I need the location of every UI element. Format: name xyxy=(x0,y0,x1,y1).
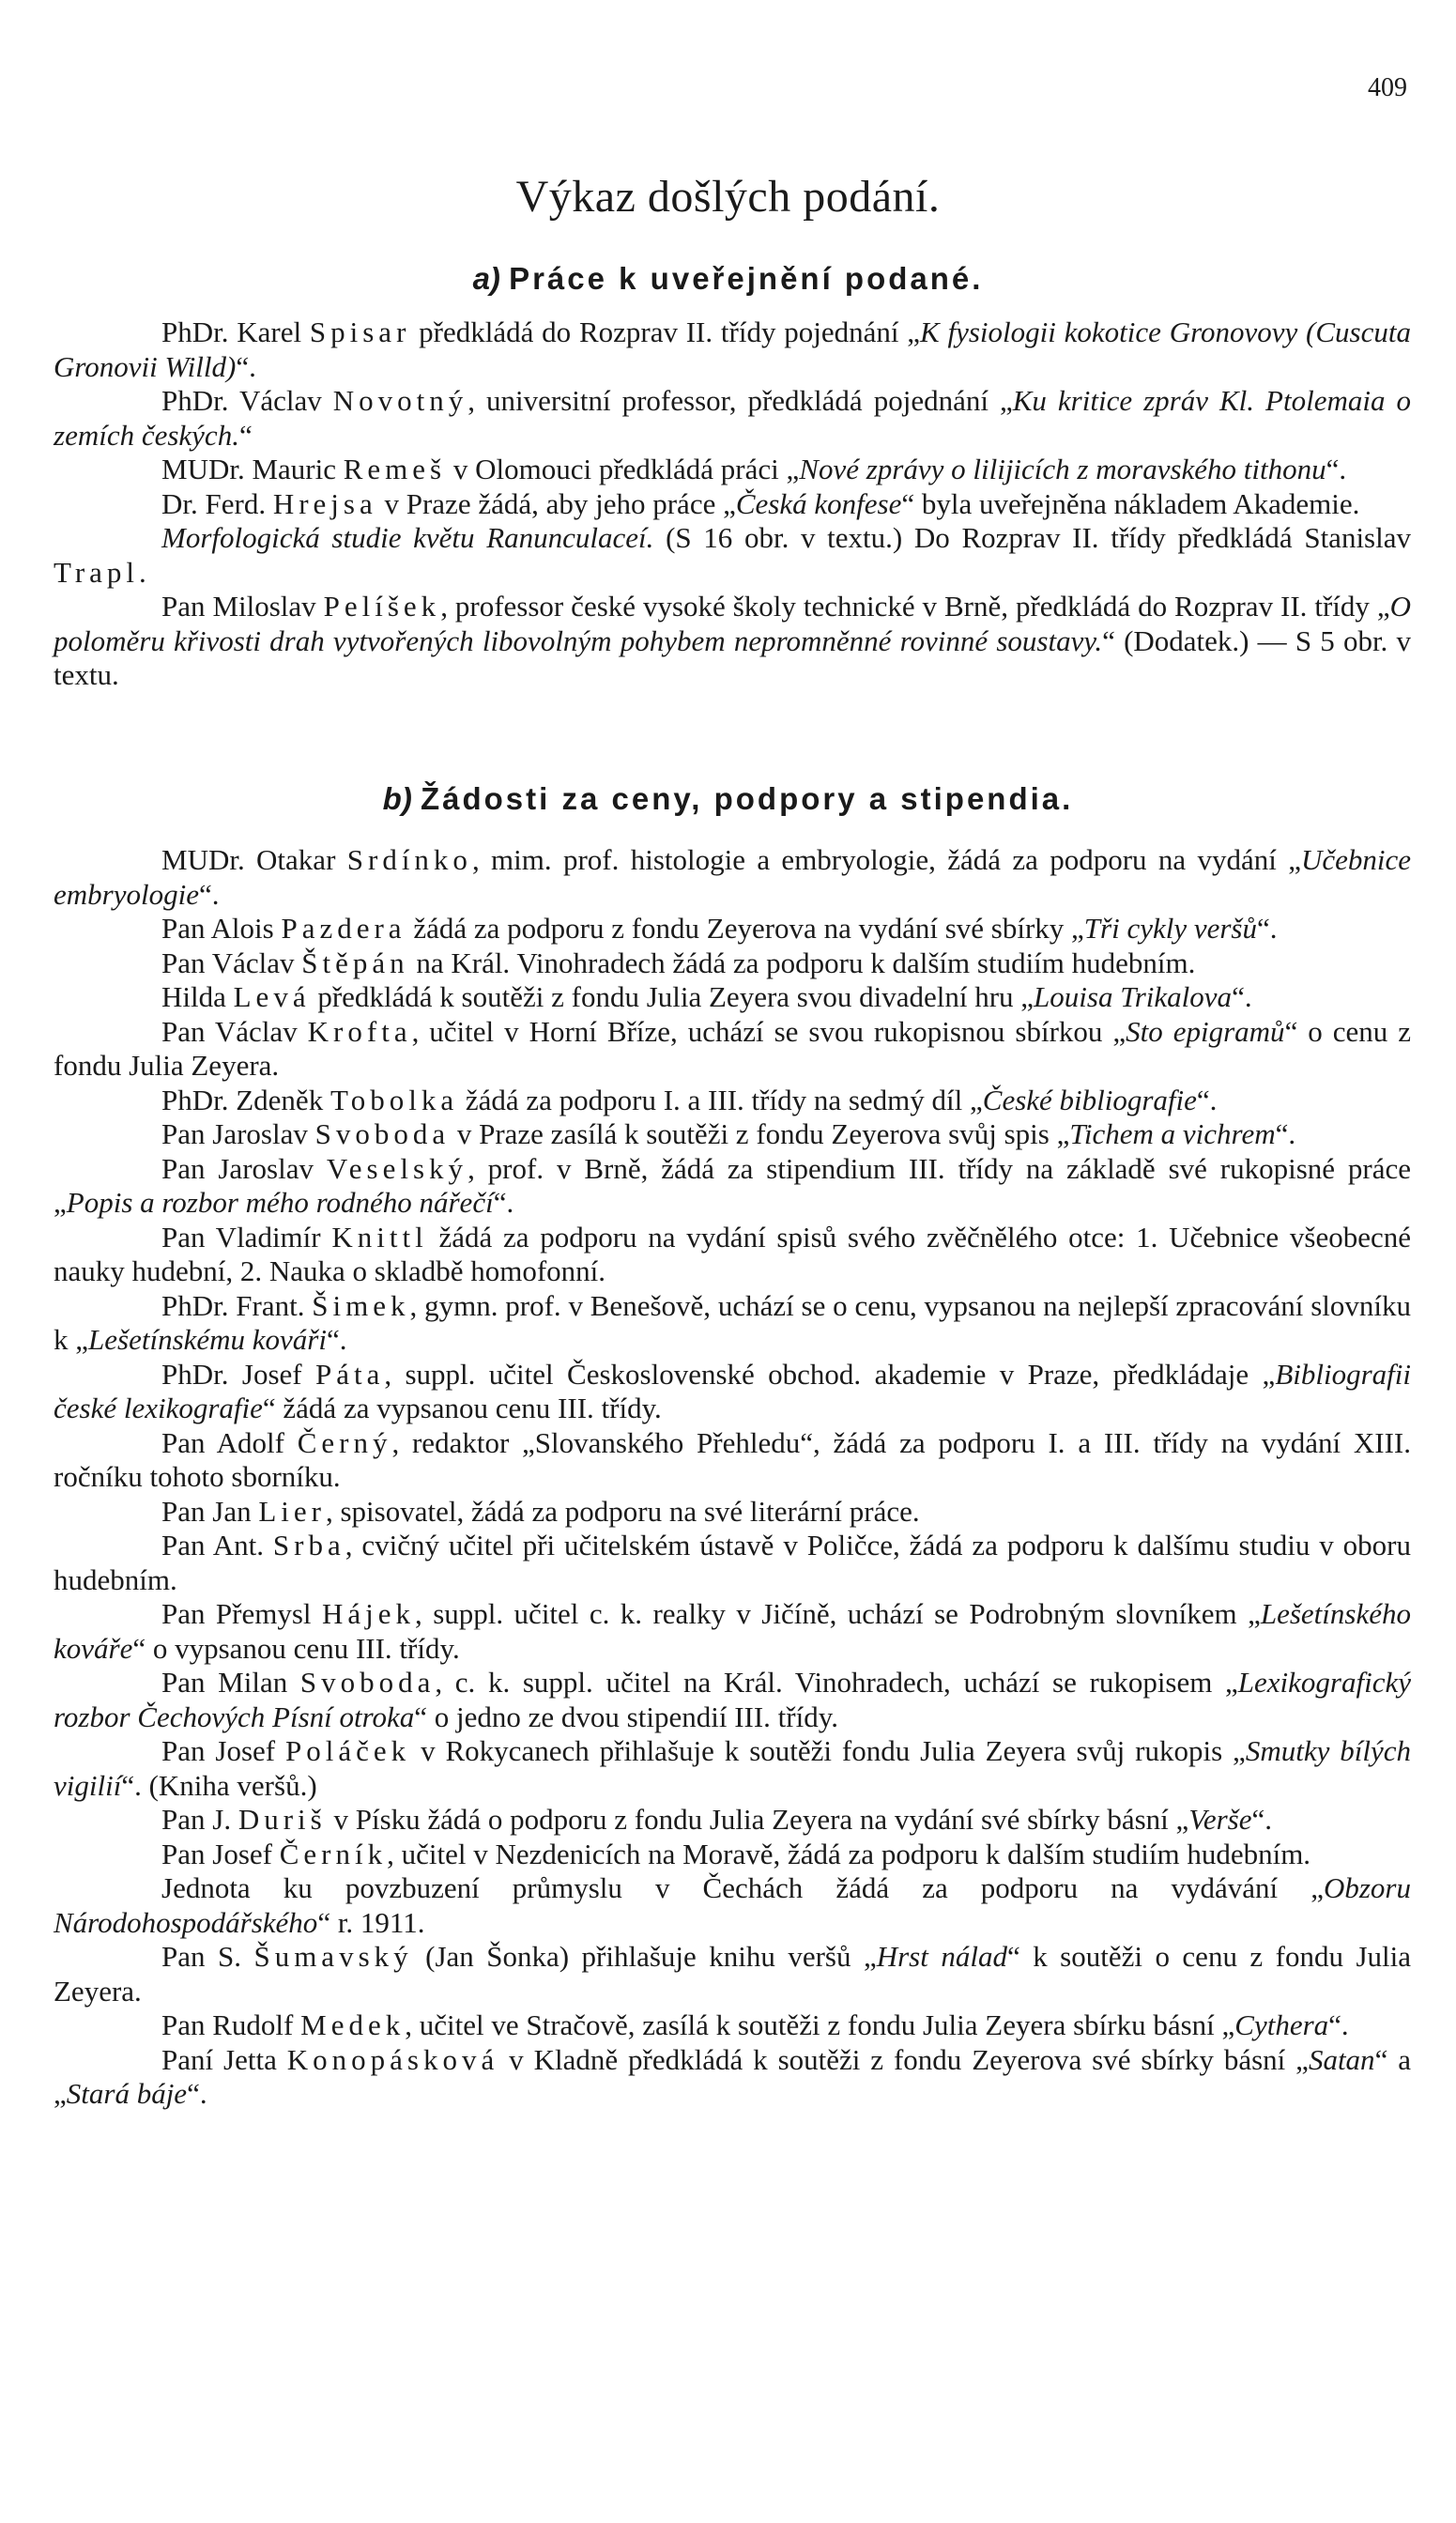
work-title: Cythera xyxy=(1234,2008,1329,2041)
entry xyxy=(54,2043,1411,2112)
person-name: Trapl xyxy=(54,555,140,589)
entry-text: Pan Josef xyxy=(161,1734,286,1767)
entry xyxy=(54,1838,1411,1872)
entry-text: , učitel v Horní Bříze, uchází se svou rukopisnou sbírkou „ xyxy=(411,1014,1126,1048)
entry-text: PhDr. Josef xyxy=(161,1357,315,1391)
person-name: Svoboda xyxy=(314,1117,451,1150)
entry-text: v Praze žádá, aby jeho práce „ xyxy=(376,486,736,520)
entry xyxy=(54,843,1411,912)
entry-text: , c. k. suppl. učitel na Král. Vinohradech, uchází se rukopisem „ xyxy=(435,1666,1238,1699)
section-a-heading xyxy=(0,261,1456,297)
work-title: Satan xyxy=(1308,2042,1375,2076)
entry-text: “ o vypsanou cenu III. třídy. xyxy=(132,1631,460,1665)
person-name: Štěpán xyxy=(301,946,409,979)
entry-text: v Olomouci předkládá práci „ xyxy=(446,453,800,485)
page-number: 409 xyxy=(1368,73,1407,102)
person-name: Krofta xyxy=(307,1014,412,1048)
entry-text: “. xyxy=(187,2077,207,2110)
entry-text: , učitel v Nezdenicích na Moravě, žádá za podporu k dalším studiím hudebním. xyxy=(387,1837,1311,1870)
entry-text: v Praze zasílá k soutěži z fondu Zeyerova svůj spis „ xyxy=(450,1117,1070,1150)
person-name: Srba xyxy=(272,1529,345,1561)
section-b-title: Žádosti za ceny, podpory a stipendia. xyxy=(420,781,1074,816)
person-name: Novotný xyxy=(332,384,468,417)
entry-text: PhDr. Karel xyxy=(161,315,310,348)
work-title: Tichem a vichrem xyxy=(1069,1117,1276,1150)
entry-text: “ k soutěži o cenu z fondu Julia Zeyera. xyxy=(54,1940,1411,2008)
work-title: Stará báje xyxy=(66,2077,188,2110)
entry-text: Pan Přemysl xyxy=(161,1597,322,1630)
entry-text: , spisovatel, žádá za podporu na své literární práce. xyxy=(325,1494,920,1528)
section-a-letter: a) xyxy=(472,261,500,296)
entry xyxy=(54,1084,1411,1118)
entry xyxy=(54,2008,1411,2043)
entry-text: . xyxy=(139,555,146,589)
entry xyxy=(54,1529,1411,1597)
entry-text: “. xyxy=(236,349,256,383)
entry-text: Pan Vladimír xyxy=(161,1220,332,1254)
person-name: Levá xyxy=(233,980,311,1013)
entry-text: PhDr. Zdeněk xyxy=(161,1083,330,1116)
entry-text: Pan Jaroslav xyxy=(161,1151,327,1185)
entry-text: “. xyxy=(1326,453,1347,485)
entry-text: “ a „ xyxy=(54,2042,1411,2110)
entry xyxy=(54,315,1411,384)
entry-text: na Král. Vinohradech žádá za podporu k dalším studiím hudebním. xyxy=(408,946,1196,979)
work-title: Louisa Trikalova xyxy=(1034,980,1233,1013)
entry xyxy=(54,980,1411,1015)
entry-text: “. xyxy=(1257,912,1278,945)
entry-text: Jednota ku povzbuzení průmyslu v Čechách žádá za podporu na vydávání „ xyxy=(161,1871,1324,1904)
entry-text: , suppl. učitel Československé obchod. akademie v Praze, předkládaje „ xyxy=(384,1357,1276,1391)
entry xyxy=(54,1734,1411,1803)
work-title: Hrst nálad xyxy=(876,1940,1007,1973)
entry-text: “ o cenu z fondu Julia Zeyera. xyxy=(54,1014,1412,1082)
entry xyxy=(54,1666,1411,1734)
person-name: Hájek xyxy=(321,1597,416,1630)
person-name: Remeš xyxy=(343,453,447,485)
entry-text: “. xyxy=(198,877,220,911)
entry-text: předkládá do Rozprav II. třídy pojednání „ xyxy=(410,315,921,348)
entry-text: “. xyxy=(326,1323,347,1356)
person-name: Pazdera xyxy=(281,912,406,945)
entry-text: , mim. prof. histologie a embryologie, žádá za podporu na vydání „ xyxy=(471,843,1301,876)
entry-text: (Jan Šonka) přihlašuje knihu veršů „ xyxy=(412,1940,877,1973)
entry-text: Pan S. xyxy=(161,1940,254,1973)
entry xyxy=(54,1289,1411,1358)
work-title: O poloměru křivosti drah vytvořených libovolným pohybem nepromněnné rovinné soustavy. xyxy=(54,590,1411,657)
work-title: Lešetínskému kováři xyxy=(88,1323,327,1356)
entry xyxy=(54,1871,1411,1940)
entry-text: PhDr. Frant. xyxy=(161,1288,313,1322)
work-title: Popis a rozbor mého rodného nářečí xyxy=(66,1186,494,1219)
person-name: Veselský xyxy=(326,1151,468,1185)
entry-text: Pan Josef xyxy=(161,1837,280,1870)
entry xyxy=(54,1803,1411,1838)
entry-text: , professor české vysoké školy technické v Brně, předkládá do Rozprav II. třídy „ xyxy=(440,590,1390,623)
work-title: Obzoru Národohospodářského xyxy=(54,1871,1411,1939)
work-title: Ku kritice zpráv Kl. Ptolemaia o zemích českých. xyxy=(54,384,1411,452)
work-title: Nové zprávy o lilijicích z moravského tithonu xyxy=(799,453,1326,485)
entry-text: “. xyxy=(1232,980,1252,1013)
entry xyxy=(54,1221,1411,1289)
person-name: Černík xyxy=(279,1837,388,1870)
entry-text: “ o jedno ze dvou stipendií III. třídy. xyxy=(414,1700,838,1733)
page-title: Výkaz došlých podání. xyxy=(515,172,941,222)
section-a-title: Práce k uveřejnění podané. xyxy=(509,261,984,296)
person-name: Duriš xyxy=(238,1803,327,1836)
entry xyxy=(54,1597,1411,1666)
entry-text: , cvičný učitel při učitelském ústavě v Poličce, žádá za podporu k dalšímu studiu v oboru hudebním. xyxy=(54,1529,1411,1596)
person-name: Srdínko xyxy=(346,843,472,876)
entry-text: , gymn. prof. v Benešově, uchází se o cenu, vypsanou na nejlepší zpracování slovníku k „ xyxy=(54,1288,1411,1356)
entry xyxy=(54,1152,1411,1221)
entry-text: Pan Ant. xyxy=(161,1529,273,1561)
entry-text: žádá za podporu I. a III. třídy na sedmý díl „ xyxy=(458,1083,983,1116)
entry xyxy=(54,453,1411,487)
entry-text: Pan Jaroslav xyxy=(161,1117,315,1150)
section-a-entries xyxy=(54,315,1411,693)
person-name: Páta xyxy=(314,1357,385,1391)
entry-text: “ (Dodatek.) — S 5 obr. v textu. xyxy=(54,623,1411,691)
entry-text: Dr. Ferd. xyxy=(161,486,273,520)
work-title: Lexikografický rozbor Čechových Písní otroka xyxy=(54,1666,1411,1733)
entry-text: (S 16 obr. v textu.) Do Rozprav II. třídy předkládá Stanislav xyxy=(653,521,1411,554)
entry-text: Pan J. xyxy=(161,1803,238,1836)
person-name: Konopásková xyxy=(286,2042,499,2076)
entry xyxy=(54,1940,1411,2008)
entry-text: “. xyxy=(1328,2008,1349,2041)
entry-text: Pan Adolf xyxy=(161,1425,298,1459)
entry-text: Pan Miloslav xyxy=(161,590,324,623)
work-title: Smutky bílých vigilií xyxy=(54,1734,1412,1802)
person-name: Svoboda xyxy=(299,1666,436,1699)
entry-text: Pan Václav xyxy=(161,946,302,979)
entry-text: v Kladně předkládá k soutěži z fondu Zeyerova své sbírky básní „ xyxy=(498,2042,1309,2076)
work-title: Česká konfese xyxy=(735,486,902,520)
entry-text: předkládá k soutěži z fondu Julia Zeyera svou divadelní hru „ xyxy=(310,980,1035,1013)
entry-text: “ byla uveřejněna nákladem Akademie. xyxy=(901,486,1360,520)
person-name: Hrejsa xyxy=(272,486,377,520)
work-title: K fysiologii kokotice Gronovovy (Cuscuta Gronovii Willd) xyxy=(54,315,1411,383)
entry-text: MUDr. Otakar xyxy=(161,843,347,876)
person-name: Poláček xyxy=(285,1734,411,1767)
entry-text: Hilda xyxy=(161,980,234,1013)
person-name: Spisar xyxy=(309,315,411,348)
entry-text: v Písku žádá o podporu z fondu Julia Zeyera na vydání své sbírky básní „ xyxy=(326,1803,1189,1836)
work-title: Tři cykly veršů xyxy=(1083,912,1257,945)
entry-text: Paní Jetta xyxy=(161,2042,287,2076)
entry xyxy=(54,946,1411,981)
section-b-heading xyxy=(0,781,1456,817)
person-name: Medek xyxy=(300,2008,406,2041)
entry xyxy=(54,1117,1411,1152)
entry xyxy=(54,1358,1411,1426)
person-name: Tobolka xyxy=(330,1083,459,1116)
entry-text: PhDr. Václav xyxy=(161,384,333,417)
work-title: České bibliografie xyxy=(982,1083,1197,1116)
entry-text: “. xyxy=(1196,1083,1218,1116)
entry-text: v Rokycanech přihlašuje k soutěži fondu Julia Zeyera svůj rukopis „ xyxy=(410,1734,1246,1767)
section-b-letter: b) xyxy=(382,781,412,816)
entry-text: Pan Alois xyxy=(161,912,282,945)
work-title: Lešetínského kováře xyxy=(54,1597,1411,1665)
entry-text: Pan Rudolf xyxy=(161,2008,301,2041)
entry-text: “. (Kniha veršů.) xyxy=(121,1768,317,1802)
section-b-entries xyxy=(54,843,1411,2112)
work-title: Verše xyxy=(1188,1803,1252,1836)
entry-text: žádá za podporu z fondu Zeyerova na vydání své sbírky „ xyxy=(406,912,1084,945)
work-title: Sto epigramů xyxy=(1126,1014,1285,1048)
entry-text: “. xyxy=(1251,1803,1272,1836)
work-title: Morfologická studie květu Ranunculaceí. xyxy=(161,521,654,554)
person-name: Šimek xyxy=(312,1288,410,1322)
entry xyxy=(54,912,1411,946)
entry-text: , universitní professor, předkládá pojednání „ xyxy=(467,384,1013,417)
entry-text: Pan Jan xyxy=(161,1494,259,1528)
work-title: Bibliografii české lexikografie xyxy=(54,1357,1411,1424)
person-name: Pelíšek xyxy=(323,590,441,623)
entry-text: , redaktor „Slovanského Přehledu“, žádá za podporu I. a III. třídy na vydání XIII. ročníku tohoto sborníku. xyxy=(54,1425,1411,1493)
entry xyxy=(54,590,1411,693)
person-name: Knittl xyxy=(331,1220,428,1254)
entry-text: “ xyxy=(238,418,253,452)
entry-text: “. xyxy=(493,1186,514,1219)
entry xyxy=(54,1426,1411,1495)
entry-text: “. xyxy=(1275,1117,1296,1150)
entry-text: žádá za podporu na vydání spisů svého zvěčnělého otce: 1. Učebnice všeobecné nauky hudební, 2. Nauka o skladbě homofonní. xyxy=(54,1220,1411,1287)
work-title: Učebnice embryologie xyxy=(54,843,1412,911)
entry xyxy=(54,1495,1411,1530)
person-name: Černý xyxy=(297,1425,392,1459)
entry-text: “ žádá za vypsanou cenu III. třídy. xyxy=(262,1392,662,1424)
entry-text: Pan Václav xyxy=(161,1014,308,1048)
entry-text: , prof. v Brně, žádá za stipendium III. třídy na základě své rukopisné práce „ xyxy=(54,1151,1411,1219)
entry xyxy=(54,1015,1411,1084)
entry-text: , učitel ve Stračově, zasílá k soutěži z fondu Julia Zeyera sbírku básní „ xyxy=(405,2008,1235,2041)
entry xyxy=(54,384,1411,453)
person-name: Šumavský xyxy=(253,1940,413,1973)
entry-text: , suppl. učitel c. k. realky v Jičíně, uchází se Podrobným slovníkem „ xyxy=(415,1597,1261,1630)
entry-text: “ r. 1911. xyxy=(317,1905,425,1939)
entry xyxy=(54,521,1411,590)
entry-text: MUDr. Mauric xyxy=(161,453,344,485)
entry xyxy=(54,487,1411,522)
entry-text: Pan Milan xyxy=(161,1666,300,1699)
person-name: Lier xyxy=(258,1494,326,1528)
